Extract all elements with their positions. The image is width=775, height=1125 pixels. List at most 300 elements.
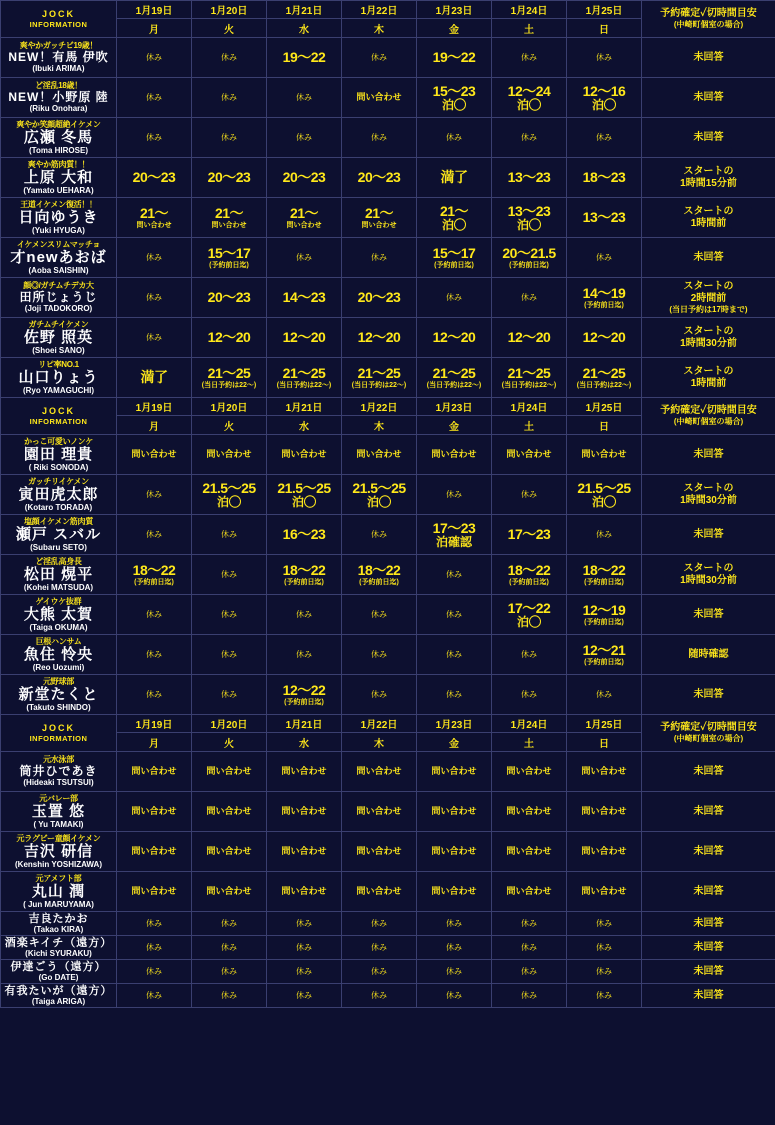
schedule-cell[interactable] [117, 475, 192, 515]
schedule-cell[interactable] [267, 475, 342, 515]
schedule-cell[interactable] [492, 238, 567, 278]
schedule-cell[interactable] [267, 78, 342, 118]
column-dow-1: 火 [192, 19, 267, 38]
schedule-cell[interactable] [117, 198, 192, 238]
cast-name-en: (Toma HIROSE) [29, 146, 88, 156]
schedule-cell[interactable] [492, 936, 567, 960]
confirm-deadline-cell [642, 675, 775, 715]
schedule-cell[interactable] [267, 832, 342, 872]
schedule-cell[interactable] [342, 435, 417, 475]
schedule-cell[interactable] [417, 912, 492, 936]
cast-name-cell[interactable] [1, 238, 117, 278]
confirm-deadline-cell [642, 278, 775, 318]
schedule-cell[interactable] [192, 358, 267, 398]
schedule-cell[interactable] [267, 158, 342, 198]
schedule-cell[interactable] [417, 792, 492, 832]
schedule-cell[interactable] [267, 278, 342, 318]
schedule-cell[interactable] [567, 475, 642, 515]
schedule-cell[interactable] [267, 984, 342, 1008]
schedule-cell[interactable] [267, 675, 342, 715]
schedule-cell[interactable] [117, 118, 192, 158]
schedule-cell[interactable] [417, 515, 492, 555]
schedule-cell[interactable] [342, 912, 417, 936]
schedule-cell[interactable] [267, 872, 342, 912]
confirm-deadline-cell [642, 960, 775, 984]
schedule-cell[interactable] [417, 118, 492, 158]
column-date-0: 1月19日 [117, 1, 192, 19]
schedule-cell[interactable] [267, 960, 342, 984]
schedule-cell[interactable] [492, 555, 567, 595]
inquiry-label: 問い合わせ [206, 846, 252, 857]
time-range: 21〜 [289, 205, 319, 222]
schedule-cell[interactable] [492, 38, 567, 78]
schedule-cell[interactable] [567, 936, 642, 960]
time-range: 13〜23 [507, 169, 551, 186]
schedule-cell[interactable] [192, 595, 267, 635]
schedule-cell[interactable] [567, 515, 642, 555]
schedule-cell[interactable] [342, 238, 417, 278]
cast-name-en: (Ryo YAMAGUCHI) [22, 386, 95, 396]
schedule-cell[interactable] [117, 832, 192, 872]
schedule-cell[interactable] [342, 475, 417, 515]
schedule-cell[interactable] [492, 832, 567, 872]
schedule-cell[interactable] [117, 872, 192, 912]
schedule-cell[interactable] [492, 198, 567, 238]
stay-flag: 泊◯ [516, 97, 541, 112]
schedule-cell[interactable] [192, 278, 267, 318]
schedule-cell[interactable] [567, 78, 642, 118]
rest-label: 休み [446, 942, 462, 952]
schedule-cell[interactable] [192, 675, 267, 715]
cast-name-jp: 園田 理貴 [23, 445, 94, 463]
schedule-cell[interactable] [417, 675, 492, 715]
schedule-cell[interactable] [192, 635, 267, 675]
schedule-cell[interactable] [417, 198, 492, 238]
schedule-cell[interactable] [342, 555, 417, 595]
time-range: 18〜22 [357, 562, 401, 579]
schedule-cell[interactable] [492, 435, 567, 475]
schedule-cell[interactable] [267, 936, 342, 960]
schedule-cell[interactable] [417, 635, 492, 675]
schedule-cell[interactable] [567, 38, 642, 78]
slot-note: (予約前日迄) [509, 261, 549, 269]
schedule-cell[interactable] [267, 912, 342, 936]
schedule-cell[interactable] [417, 78, 492, 118]
schedule-cell[interactable] [567, 984, 642, 1008]
time-range: 21〜 [139, 205, 169, 222]
schedule-cell[interactable] [567, 158, 642, 198]
schedule-cell[interactable] [567, 595, 642, 635]
schedule-cell[interactable] [342, 675, 417, 715]
schedule-cell[interactable] [567, 912, 642, 936]
time-range: 15〜17 [432, 245, 476, 262]
rest-label: 休み [446, 569, 462, 579]
schedule-cell[interactable] [192, 960, 267, 984]
schedule-cell[interactable] [192, 318, 267, 358]
cast-name-cell[interactable] [1, 555, 117, 595]
schedule-cell[interactable] [267, 635, 342, 675]
schedule-cell[interactable] [417, 752, 492, 792]
cast-name-cell[interactable] [1, 118, 117, 158]
schedule-cell[interactable] [492, 675, 567, 715]
schedule-cell[interactable] [117, 435, 192, 475]
cast-name-cell[interactable] [1, 635, 117, 675]
cast-name-cell[interactable] [1, 158, 117, 198]
confirm-deadline-cell [642, 198, 775, 238]
rest-label: 休み [296, 92, 312, 102]
cast-name-cell[interactable] [1, 675, 117, 715]
rest-label: 休み [446, 132, 462, 142]
inquiry-label: 問い合わせ [131, 766, 177, 777]
schedule-cell[interactable] [492, 318, 567, 358]
cast-name-cell[interactable] [1, 38, 117, 78]
schedule-cell[interactable] [342, 515, 417, 555]
confirm-deadline-subtitle: (中崎町個室の場合) [673, 20, 744, 30]
schedule-cell[interactable] [567, 832, 642, 872]
schedule-cell[interactable] [117, 238, 192, 278]
rest-label: 休み [221, 609, 237, 619]
column-date-2: 1月21日 [267, 398, 342, 416]
schedule-cell[interactable] [492, 118, 567, 158]
schedule-cell[interactable] [192, 158, 267, 198]
schedule-cell[interactable] [192, 238, 267, 278]
schedule-cell[interactable] [117, 78, 192, 118]
schedule-cell[interactable] [267, 238, 342, 278]
schedule-cell[interactable] [342, 635, 417, 675]
rest-label: 休み [446, 689, 462, 699]
cast-name-jp: 丸山 潤 [31, 882, 86, 900]
schedule-cell[interactable] [567, 752, 642, 792]
schedule-cell[interactable] [417, 475, 492, 515]
time-range: 21〜25 [582, 365, 626, 382]
schedule-cell[interactable] [192, 555, 267, 595]
schedule-cell[interactable] [192, 912, 267, 936]
cast-name-cell[interactable] [1, 475, 117, 515]
schedule-cell[interactable] [267, 38, 342, 78]
schedule-cell[interactable] [492, 635, 567, 675]
schedule-cell[interactable] [492, 792, 567, 832]
schedule-cell[interactable] [192, 38, 267, 78]
schedule-cell[interactable] [342, 278, 417, 318]
schedule-cell[interactable] [492, 475, 567, 515]
cast-name-jp: 瀬戸 スバル [15, 525, 102, 543]
schedule-cell[interactable] [567, 872, 642, 912]
schedule-cell[interactable] [192, 118, 267, 158]
schedule-cell[interactable] [117, 358, 192, 398]
schedule-cell[interactable] [342, 792, 417, 832]
schedule-cell[interactable] [417, 238, 492, 278]
cast-name-en: (Hideaki TSUTSUI) [23, 778, 94, 788]
cast-name-cell[interactable] [1, 318, 117, 358]
schedule-cell[interactable] [417, 832, 492, 872]
time-range: 20〜21.5 [502, 245, 556, 262]
schedule-cell[interactable] [117, 158, 192, 198]
rest-label: 休み [596, 966, 612, 976]
cast-name-en: (Taiga ARIGA) [31, 997, 86, 1007]
rest-label: 休み [296, 252, 312, 262]
cast-row [1, 595, 775, 635]
column-date-3: 1月22日 [342, 715, 417, 733]
schedule-cell[interactable] [117, 555, 192, 595]
schedule-cell[interactable] [342, 872, 417, 912]
schedule-cell[interactable] [417, 936, 492, 960]
schedule-cell[interactable] [492, 984, 567, 1008]
schedule-cell[interactable] [267, 318, 342, 358]
schedule-cell[interactable] [567, 960, 642, 984]
schedule-cell[interactable] [342, 358, 417, 398]
rest-label: 休み [146, 609, 162, 619]
brand-logo-line1: JOCK [41, 405, 75, 416]
cast-name-cell[interactable] [1, 595, 117, 635]
slot-note: (予約前日迄) [509, 578, 549, 586]
confirm-deadline-line1: スタートの [683, 365, 734, 377]
cast-name-cell[interactable] [1, 515, 117, 555]
rest-label: 休み [146, 942, 162, 952]
schedule-cell[interactable] [492, 752, 567, 792]
schedule-cell[interactable] [492, 872, 567, 912]
schedule-cell[interactable] [492, 515, 567, 555]
cast-name-cell[interactable] [1, 198, 117, 238]
schedule-cell[interactable] [192, 752, 267, 792]
schedule-cell[interactable] [192, 78, 267, 118]
cast-name-cell[interactable] [1, 358, 117, 398]
time-range: 14〜19 [582, 285, 626, 302]
inquiry-label: 問い合わせ [431, 766, 477, 777]
schedule-cell[interactable] [192, 872, 267, 912]
cast-name-cell[interactable] [1, 78, 117, 118]
schedule-cell[interactable] [117, 595, 192, 635]
confirm-deadline-cell [642, 358, 775, 398]
schedule-cell[interactable] [567, 635, 642, 675]
cast-name-en: (Yuki HYUGA) [32, 226, 85, 236]
schedule-cell[interactable] [342, 984, 417, 1008]
schedule-cell[interactable] [417, 358, 492, 398]
schedule-cell[interactable] [192, 198, 267, 238]
schedule-cell[interactable] [267, 358, 342, 398]
schedule-cell[interactable] [342, 38, 417, 78]
schedule-cell[interactable] [567, 118, 642, 158]
schedule-cell[interactable] [567, 792, 642, 832]
cast-row [1, 960, 775, 984]
rest-label: 休み [521, 292, 537, 302]
schedule-cell[interactable] [192, 936, 267, 960]
rest-label: 休み [521, 689, 537, 699]
column-date-2: 1月21日 [267, 715, 342, 733]
schedule-cell[interactable] [342, 595, 417, 635]
schedule-cell[interactable] [492, 278, 567, 318]
schedule-cell[interactable] [192, 435, 267, 475]
schedule-cell[interactable] [342, 960, 417, 984]
inquiry-label: 問い合わせ [281, 806, 327, 817]
schedule-cell[interactable] [117, 38, 192, 78]
cast-name-en: (Ibuki ARIMA) [32, 64, 85, 74]
schedule-cell[interactable] [342, 78, 417, 118]
time-range: 14〜23 [282, 289, 326, 306]
schedule-cell[interactable] [567, 238, 642, 278]
rest-label: 休み [521, 649, 537, 659]
cast-name-cell[interactable] [1, 832, 117, 872]
schedule-cell[interactable] [342, 832, 417, 872]
schedule-cell[interactable] [417, 318, 492, 358]
schedule-cell[interactable] [117, 278, 192, 318]
schedule-cell[interactable] [192, 832, 267, 872]
schedule-cell[interactable] [267, 555, 342, 595]
schedule-cell[interactable] [567, 318, 642, 358]
time-range: 21〜25 [207, 365, 251, 382]
schedule-cell[interactable] [117, 675, 192, 715]
schedule-cell[interactable] [342, 118, 417, 158]
time-range: 12〜24 [507, 82, 551, 99]
schedule-cell[interactable] [492, 158, 567, 198]
slot-note: (当日予約は22〜) [351, 381, 407, 389]
rest-label: 休み [596, 689, 612, 699]
confirm-deadline-line1: 未回答 [693, 91, 724, 103]
cast-name-cell[interactable] [1, 960, 117, 984]
confirm-deadline-line1: スタートの [683, 205, 734, 217]
schedule-cell[interactable] [417, 278, 492, 318]
time-range: 21.5〜25 [277, 479, 331, 496]
cast-name-en: (Aoba SAISHIN) [28, 266, 89, 276]
inquiry-label: 問い合わせ [431, 886, 477, 897]
rest-label: 休み [596, 918, 612, 928]
schedule-cell[interactable] [117, 912, 192, 936]
schedule-cell[interactable] [117, 960, 192, 984]
rest-label: 休み [221, 689, 237, 699]
schedule-cell[interactable] [492, 912, 567, 936]
confirm-deadline-line1: 未回答 [693, 131, 724, 143]
stay-flag: 泊◯ [291, 494, 316, 509]
confirm-deadline-line1: 未回答 [693, 608, 724, 620]
schedule-cell[interactable] [342, 752, 417, 792]
schedule-cell[interactable] [492, 78, 567, 118]
rest-label: 休み [146, 529, 162, 539]
schedule-cell[interactable] [267, 435, 342, 475]
rest-label: 休み [146, 252, 162, 262]
schedule-cell[interactable] [417, 872, 492, 912]
schedule-cell[interactable] [417, 38, 492, 78]
schedule-cell[interactable] [417, 435, 492, 475]
inquiry-label: 問い合わせ [506, 846, 552, 857]
schedule-cell[interactable] [192, 475, 267, 515]
schedule-cell[interactable] [492, 960, 567, 984]
cast-name-cell[interactable] [1, 278, 117, 318]
schedule-cell[interactable] [567, 358, 642, 398]
slot-note: (当日予約は22〜) [576, 381, 632, 389]
inquiry-label: 問い合わせ [581, 806, 627, 817]
cast-name-jp: 吉沢 研信 [23, 842, 94, 860]
cast-name-jp: 吉良たかお [28, 912, 89, 925]
schedule-cell[interactable] [417, 984, 492, 1008]
column-date-4: 1月23日 [417, 715, 492, 733]
confirm-deadline-cell [642, 936, 775, 960]
stay-flag: 泊◯ [516, 217, 541, 232]
schedule-cell[interactable] [267, 595, 342, 635]
time-range: 12〜20 [357, 329, 401, 346]
schedule-cell[interactable] [567, 435, 642, 475]
cast-name-cell[interactable] [1, 872, 117, 912]
rest-label: 休み [146, 489, 162, 499]
schedule-cell[interactable] [117, 936, 192, 960]
column-date-4: 1月23日 [417, 398, 492, 416]
cast-catchphrase: かっこ可愛いノンケ [24, 436, 93, 446]
time-range: 20〜23 [207, 169, 251, 186]
cast-name-jp: 伊達ごう（遠方） [10, 960, 107, 973]
time-range: 21〜 [439, 202, 469, 219]
schedule-cell[interactable] [117, 318, 192, 358]
schedule-cell[interactable] [192, 792, 267, 832]
rest-label: 休み [221, 918, 237, 928]
schedule-cell[interactable] [567, 675, 642, 715]
cast-catchphrase: リピ率NO.1 [38, 359, 79, 369]
confirm-deadline-line1: スタートの [683, 562, 734, 574]
confirm-deadline-cell [642, 435, 775, 475]
cast-name-cell[interactable] [1, 792, 117, 832]
confirm-deadline-cell [642, 984, 775, 1008]
inquiry-label: 問い合わせ [206, 449, 252, 460]
inquiry-label: 問い合わせ [281, 766, 327, 777]
schedule-cell[interactable] [117, 515, 192, 555]
stay-flag: 泊◯ [591, 97, 616, 112]
schedule-cell[interactable] [342, 198, 417, 238]
cast-name-cell[interactable] [1, 752, 117, 792]
schedule-cell[interactable] [192, 984, 267, 1008]
schedule-cell[interactable] [417, 960, 492, 984]
schedule-cell[interactable] [417, 158, 492, 198]
schedule-cell[interactable] [117, 752, 192, 792]
schedule-cell[interactable] [267, 792, 342, 832]
inquiry-label: 問い合わせ [356, 766, 402, 777]
schedule-cell[interactable] [417, 595, 492, 635]
cast-name-cell[interactable] [1, 936, 117, 960]
time-range: 18〜22 [507, 562, 551, 579]
time-range: 20〜23 [207, 289, 251, 306]
schedule-cell[interactable] [117, 984, 192, 1008]
cast-name-jp: 田所じょうじ [19, 289, 98, 304]
schedule-cell[interactable] [117, 635, 192, 675]
inquiry-label: 問い合わせ [581, 886, 627, 897]
schedule-cell[interactable] [342, 936, 417, 960]
column-date-5: 1月24日 [492, 398, 567, 416]
schedule-cell[interactable] [417, 555, 492, 595]
schedule-cell[interactable] [567, 278, 642, 318]
time-range: 20〜23 [357, 169, 401, 186]
confirm-deadline-header [642, 715, 775, 752]
schedule-cell[interactable] [567, 198, 642, 238]
schedule-cell[interactable] [267, 752, 342, 792]
brand-logo [1, 1, 117, 38]
time-range: 21〜 [214, 205, 244, 222]
schedule-cell[interactable] [492, 358, 567, 398]
cast-name-cell[interactable] [1, 435, 117, 475]
slot-note: (予約前日迄) [284, 578, 324, 586]
confirm-deadline-line1: 未回答 [693, 805, 724, 817]
cast-name-cell[interactable] [1, 984, 117, 1008]
schedule-cell[interactable] [492, 595, 567, 635]
confirm-deadline-cell [642, 752, 775, 792]
schedule-cell[interactable] [267, 515, 342, 555]
schedule-cell[interactable] [342, 318, 417, 358]
schedule-cell[interactable] [342, 158, 417, 198]
cast-name-cell[interactable] [1, 912, 117, 936]
schedule-cell[interactable] [267, 198, 342, 238]
column-date-5: 1月24日 [492, 1, 567, 19]
cast-name-en: (Kotaro TORADA) [24, 503, 93, 513]
schedule-cell[interactable] [267, 118, 342, 158]
schedule-cell[interactable] [117, 792, 192, 832]
schedule-cell[interactable] [192, 515, 267, 555]
column-date-0: 1月19日 [117, 715, 192, 733]
schedule-cell[interactable] [567, 555, 642, 595]
